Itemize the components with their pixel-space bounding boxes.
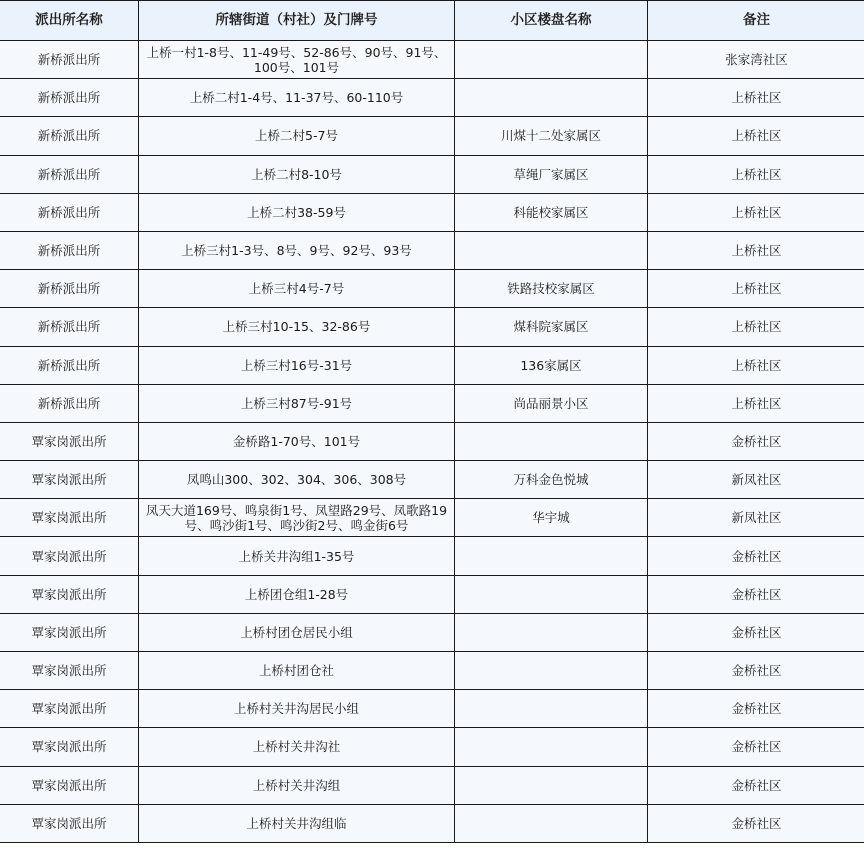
- cell-police-station: 覃家岗派出所: [0, 652, 139, 690]
- cell-community-name: 尚品丽景小区: [455, 384, 648, 422]
- cell-street-address: 上桥村关井沟组临: [139, 804, 455, 842]
- header-police-station: 派出所名称: [0, 1, 139, 41]
- table-row: [0, 804, 864, 842]
- cell-remarks: 金桥社区: [648, 613, 864, 651]
- table-row: [0, 384, 864, 422]
- cell-police-station: 新桥派出所: [0, 41, 139, 79]
- cell-remarks: 新凤社区: [648, 499, 864, 537]
- table-row: [0, 537, 864, 575]
- cell-street-address: 上桥二村5-7号: [139, 117, 455, 155]
- table-body: [0, 41, 864, 843]
- table-row: [0, 79, 864, 117]
- table-row: [0, 499, 864, 537]
- cell-community-name: [455, 231, 648, 269]
- cell-community-name: 科能校家属区: [455, 193, 648, 231]
- cell-police-station: 新桥派出所: [0, 193, 139, 231]
- cell-police-station: 新桥派出所: [0, 231, 139, 269]
- cell-community-name: [455, 575, 648, 613]
- cell-police-station: 新桥派出所: [0, 117, 139, 155]
- cell-remarks: 上桥社区: [648, 193, 864, 231]
- cell-police-station: 覃家岗派出所: [0, 461, 139, 499]
- table-row: [0, 117, 864, 155]
- table-row: [0, 652, 864, 690]
- cell-street-address: 上桥村关井沟组: [139, 766, 455, 804]
- cell-community-name: [455, 537, 648, 575]
- cell-community-name: [455, 690, 648, 728]
- cell-community-name: 煤科院家属区: [455, 308, 648, 346]
- cell-community-name: [455, 613, 648, 651]
- cell-police-station: 覃家岗派出所: [0, 613, 139, 651]
- cell-street-address: 凤鸣山300、302、304、306、308号: [139, 461, 455, 499]
- cell-street-address: 上桥村关井沟居民小组: [139, 690, 455, 728]
- cell-police-station: 覃家岗派出所: [0, 422, 139, 460]
- table-row: [0, 155, 864, 193]
- cell-remarks: 上桥社区: [648, 155, 864, 193]
- cell-police-station: 覃家岗派出所: [0, 728, 139, 766]
- cell-community-name: [455, 652, 648, 690]
- cell-remarks: 上桥社区: [648, 308, 864, 346]
- cell-police-station: 覃家岗派出所: [0, 690, 139, 728]
- cell-remarks: 上桥社区: [648, 270, 864, 308]
- cell-street-address: 凤天大道169号、鸣泉街1号、凤望路29号、凤歌路19号、鸣沙街1号、鸣沙街2号、鸣金街6号: [139, 499, 455, 537]
- cell-police-station: 新桥派出所: [0, 308, 139, 346]
- cell-remarks: 金桥社区: [648, 690, 864, 728]
- cell-remarks: 上桥社区: [648, 384, 864, 422]
- table-row: [0, 575, 864, 613]
- cell-street-address: 上桥二村38-59号: [139, 193, 455, 231]
- cell-remarks: 上桥社区: [648, 117, 864, 155]
- cell-remarks: 上桥社区: [648, 231, 864, 269]
- cell-street-address: 上桥二村1-4号、11-37号、60-110号: [139, 79, 455, 117]
- cell-community-name: [455, 79, 648, 117]
- cell-street-address: 上桥三村87号-91号: [139, 384, 455, 422]
- cell-community-name: 铁路技校家属区: [455, 270, 648, 308]
- header-street-address: 所辖街道（村社）及门牌号: [139, 1, 455, 41]
- table-row: [0, 41, 864, 79]
- cell-street-address: 上桥村关井沟社: [139, 728, 455, 766]
- table-row: [0, 613, 864, 651]
- cell-community-name: 华宇城: [455, 499, 648, 537]
- cell-street-address: 上桥团仓组1-28号: [139, 575, 455, 613]
- table-row: [0, 231, 864, 269]
- cell-remarks: 金桥社区: [648, 537, 864, 575]
- table-row: [0, 346, 864, 384]
- cell-community-name: [455, 41, 648, 79]
- cell-remarks: 上桥社区: [648, 79, 864, 117]
- cell-police-station: 新桥派出所: [0, 155, 139, 193]
- cell-street-address: 上桥二村8-10号: [139, 155, 455, 193]
- cell-police-station: 新桥派出所: [0, 346, 139, 384]
- cell-community-name: [455, 766, 648, 804]
- cell-police-station: 新桥派出所: [0, 270, 139, 308]
- table-row: [0, 728, 864, 766]
- cell-street-address: 金桥路1-70号、101号: [139, 422, 455, 460]
- cell-street-address: 上桥三村4号-7号: [139, 270, 455, 308]
- cell-community-name: 136家属区: [455, 346, 648, 384]
- cell-police-station: 新桥派出所: [0, 384, 139, 422]
- cell-street-address: 上桥关井沟组1-35号: [139, 537, 455, 575]
- cell-remarks: 金桥社区: [648, 766, 864, 804]
- table-row: [0, 461, 864, 499]
- cell-remarks: 金桥社区: [648, 804, 864, 842]
- cell-community-name: 万科金色悦城: [455, 461, 648, 499]
- cell-remarks: 金桥社区: [648, 728, 864, 766]
- cell-community-name: 川煤十二处家属区: [455, 117, 648, 155]
- cell-community-name: [455, 728, 648, 766]
- cell-police-station: 覃家岗派出所: [0, 537, 139, 575]
- table-row: [0, 422, 864, 460]
- table-row: [0, 270, 864, 308]
- cell-street-address: 上桥三村10-15、32-86号: [139, 308, 455, 346]
- cell-remarks: 上桥社区: [648, 346, 864, 384]
- cell-community-name: [455, 804, 648, 842]
- table-row: [0, 308, 864, 346]
- cell-police-station: 覃家岗派出所: [0, 766, 139, 804]
- cell-remarks: 新凤社区: [648, 461, 864, 499]
- cell-street-address: 上桥三村16号-31号: [139, 346, 455, 384]
- cell-police-station: 覃家岗派出所: [0, 499, 139, 537]
- cell-police-station: 新桥派出所: [0, 79, 139, 117]
- cell-street-address: 上桥三村1-3号、8号、9号、92号、93号: [139, 231, 455, 269]
- header-community-name: 小区楼盘名称: [455, 1, 648, 41]
- cell-street-address: 上桥村团仓社: [139, 652, 455, 690]
- table-row: [0, 766, 864, 804]
- cell-remarks: 金桥社区: [648, 422, 864, 460]
- cell-street-address: 上桥村团仓居民小组: [139, 613, 455, 651]
- cell-police-station: 覃家岗派出所: [0, 804, 139, 842]
- cell-remarks: 金桥社区: [648, 652, 864, 690]
- cell-community-name: [455, 422, 648, 460]
- header-remarks: 备注: [648, 1, 864, 41]
- cell-remarks: 金桥社区: [648, 575, 864, 613]
- cell-community-name: 草绳厂家属区: [455, 155, 648, 193]
- table-header-row: [0, 1, 864, 41]
- table-row: [0, 193, 864, 231]
- table-row: [0, 690, 864, 728]
- cell-street-address: 上桥一村1-8号、11-49号、52-86号、90号、91号、100号、101号: [139, 41, 455, 79]
- cell-police-station: 覃家岗派出所: [0, 575, 139, 613]
- cell-remarks: 张家湾社区: [648, 41, 864, 79]
